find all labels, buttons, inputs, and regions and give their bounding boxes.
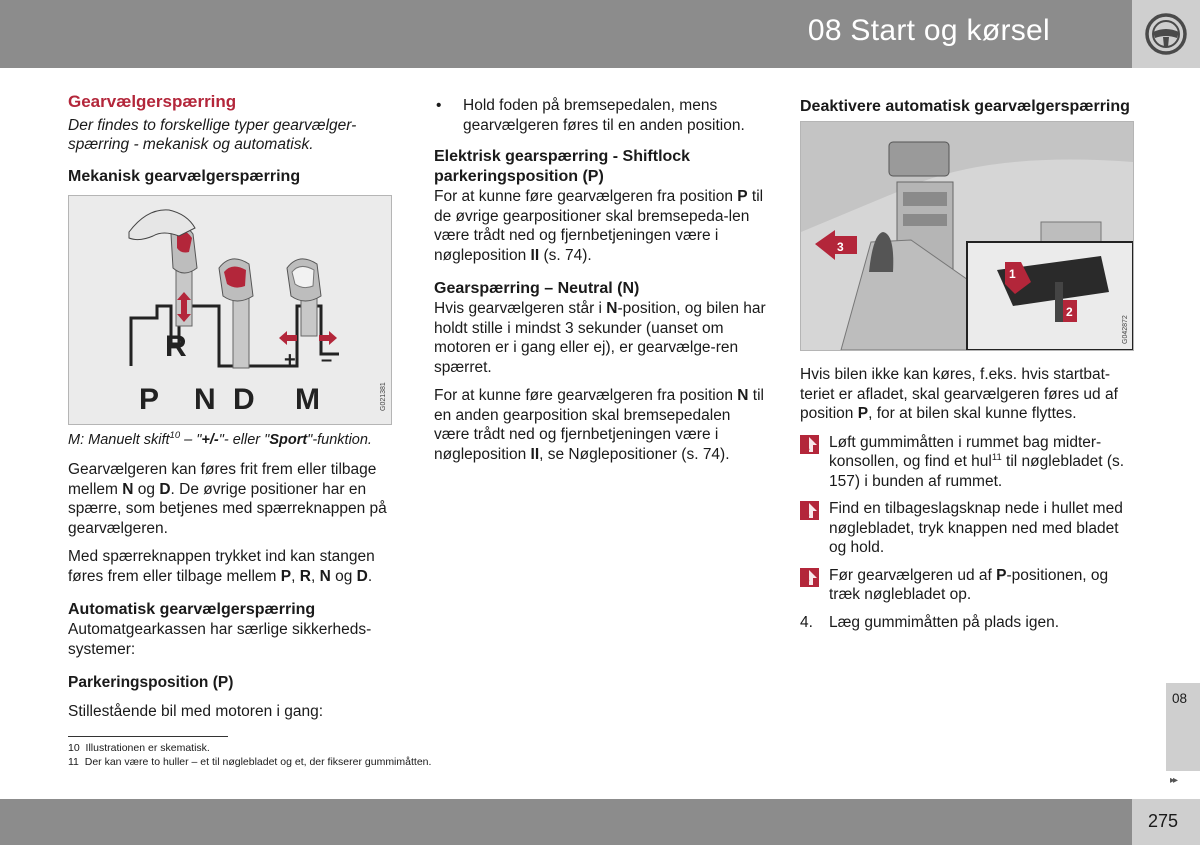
paragraph: Med spærreknappen trykket ind kan stangen føres frem eller tilbage mellem P, R, N og D. <box>68 548 375 585</box>
footnote-divider <box>68 736 228 737</box>
steering-wheel-icon <box>1144 12 1188 56</box>
footnote-10: 10 Illustrationen er skematisk. <box>68 742 210 754</box>
automatic-lock-heading: Automatisk gearvælgerspærring <box>68 601 316 618</box>
callout-1-label: 1 <box>1009 267 1016 281</box>
step-item: 3 Før gearvælgeren ud af P-positionen, og træk nøglebladet op. <box>800 566 1132 605</box>
chapter-side-tab-label: 08 <box>1172 691 1188 706</box>
column-2 <box>434 96 766 473</box>
step-1-icon <box>800 435 819 454</box>
step-item: 4. Læg gummimåtten på plads igen. <box>800 613 1060 631</box>
gear-label-minus: – <box>321 348 333 371</box>
gear-label-plus: + <box>284 348 296 371</box>
gear-label-n: N <box>194 382 216 416</box>
column-1 <box>68 92 398 730</box>
console-diagram <box>801 122 1133 350</box>
chapter-side-tab <box>1166 683 1200 771</box>
section-intro: Der findes to forskellige typer gearvælger-spærring - mekanisk og automatisk. <box>68 116 357 153</box>
illustration-caption: M: Manuelt skift$^{10}$ – "+/-"- eller "Sport"-funktion. <box>68 429 372 448</box>
paragraph: For at kunne føre gearvælgeren fra position N til en anden gearposition skal bremsepedalen være trådt ned og fjernbetjeningen være i nøgleposition II, se Nøglepositioner (s. 74). <box>434 387 764 463</box>
gear-label-p: P <box>139 382 160 416</box>
step-item: 1 Løft gummimåtten i rummet bag midter-konsollen, og find et hul$^{11}$ til nøglebladet (s. 157) i bunden af rummet. <box>800 433 1132 492</box>
illustration-code: G042872 <box>1122 315 1129 344</box>
chapter-title: 08 Start og kørsel <box>807 14 1050 47</box>
svg-text:3: 3 <box>803 571 810 586</box>
callout-3-label: 3 <box>837 240 844 254</box>
list-item: • Hold foden på bremsepedalen, mens gearvælgeren føres til en anden position. <box>436 97 745 134</box>
step-2-icon <box>800 501 819 520</box>
section-title: Gearvælgerspærring <box>68 92 237 111</box>
footnotes <box>68 736 431 769</box>
column-3 <box>800 97 1132 640</box>
paragraph: Stillestående bil med motoren i gang: <box>68 702 324 720</box>
callout-2-label: 2 <box>1066 305 1073 319</box>
step-item: 2 Find en tilbageslagsknap nede i hullet med nøglebladet, tryk knappen ned med bladet og hold. <box>800 499 1132 558</box>
chapter-header <box>0 0 1132 68</box>
page-footer <box>0 799 1132 845</box>
shiftlock-heading: Elektrisk gearspærring - Shiftlock parkeringsposition (P) <box>434 148 691 185</box>
gear-label-r: R <box>165 329 187 363</box>
paragraph: Hvis gearvælgeren står i N-position, og bilen har holdt stille i mindst 3 sekunder (uanset om motoren er i gang eller ej), er gearvælge-ren spærret. <box>434 300 766 376</box>
gear-lever-illustration <box>68 195 392 425</box>
gear-lever-diagram <box>69 196 391 424</box>
paragraph: Gearvælgeren kan føres frit frem eller tilbage mellem N og D. De øvrige positioner har en spærre, som betjenes med spærreknappen på gearvælgeren. <box>68 461 387 537</box>
continue-arrows-icon: ▸▸ <box>1170 775 1177 786</box>
chapter-icon-box <box>1132 0 1200 68</box>
mechanical-lock-heading: Mekanisk gearvælgerspærring <box>68 167 301 185</box>
bullet-dot: • <box>436 97 442 114</box>
deactivate-heading: Deaktivere automatisk gearvælgerspærring <box>800 98 1130 115</box>
paragraph: For at kunne føre gearvælgeren fra position P til de øvrige gearpositioner skal bremsepeda-len være trådt ned og fjernbetjeningen være i nøgleposition II (s. 74). <box>434 188 764 264</box>
paragraph: Automatgearkassen har særlige sikkerheds-systemer: <box>68 621 372 658</box>
gear-label-m: M <box>295 382 320 416</box>
page-number: 275 <box>1148 811 1179 831</box>
console-illustration <box>800 121 1134 351</box>
footnote-11: 11 Der kan være to huller – et til nøglebladet og et, der fikserer gummimåtten. <box>68 756 432 768</box>
neutral-heading: Gearspærring – Neutral (N) <box>434 280 640 297</box>
step-3-icon <box>800 568 819 587</box>
svg-text:2: 2 <box>803 505 810 519</box>
illustration-code: G021381 <box>380 381 387 411</box>
step-4-number: 4. <box>800 613 813 631</box>
paragraph: Hvis bilen ikke kan køres, f.eks. hvis startbat-teriet er afladet, skal gearvælgeren føres ud af position P, for at bilen skal kunne flyttes. <box>800 366 1118 422</box>
svg-text:1: 1 <box>803 438 810 453</box>
parking-heading: Parkeringsposition (P) <box>68 674 234 691</box>
gear-label-d: D <box>233 382 255 416</box>
